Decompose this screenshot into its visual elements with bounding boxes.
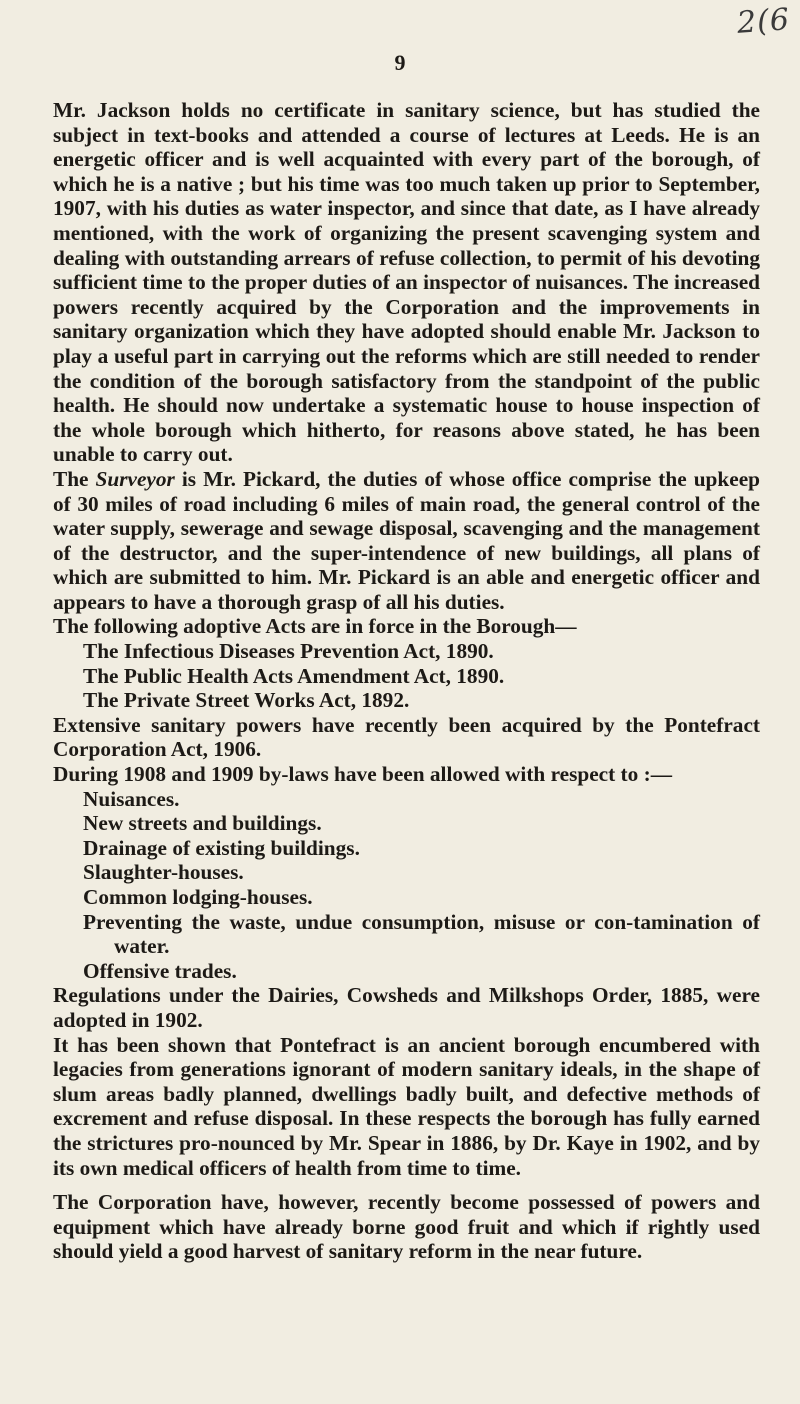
paragraph-ancient-borough: It has been shown that Pontefract is an ancient borough encumbered with legacies from generations ignorant of modern sanitary ideals, in the shape of slum areas badly planned, dwellings badly built, and defective methods of excrement and refuse disposal. In these respects the borough has fully earned the strictures pro-nounced by Mr. Spear in 1886, by Dr. Kaye in 1902, and by its own medical officers of health from time to time. [53,1032,760,1180]
list-item: The Private Street Works Act, 1892. [83,688,410,713]
list-item: Common lodging-houses. [83,885,313,909]
paragraph-corporation-act: Extensive sanitary powers have recently been acquired by the Pontefract Corporation Act, 1906. [53,712,760,762]
paragraph-surveyor-lead: The [53,466,96,491]
acts-list [53,639,760,713]
list-item: Slaughter-houses. [83,860,244,885]
body-text [53,98,760,1264]
paragraph-regulations: Regulations under the Dairies, Cowsheds and Milkshops Order, 1885, were adopted in 1902. [53,983,760,1032]
surveyor-heading: Surveyor [95,466,175,491]
list-item: New streets and buildings. [83,811,322,836]
paragraph-surveyor [53,467,760,615]
list-item: Nuisances. [83,786,180,811]
list-item: Offensive trades. [83,958,237,983]
paragraph-bylaws: During 1908 and 1909 by-laws have been allowed with respect to :— [53,762,673,787]
list-item: The Infectious Diseases Prevention Act, 1890. [83,639,494,664]
bylaws-list [53,787,760,984]
paragraph-adoptive-acts: The following adoptive Acts are in force in the Borough— [53,614,577,639]
paragraph-conclusion: The Corporation have, however, recently become possessed of powers and equipment which have already borne good fruit and which if rightly used should yield a good harvest of sanitary reform in the near future. [53,1190,760,1264]
handwritten-note: 2(6 [735,2,792,41]
list-item: The Public Health Acts Amendment Act, 1890. [83,663,505,688]
list-item: Drainage of existing buildings. [83,835,360,860]
paragraph-surveyor-text: is Mr. Pickard, the duties of whose office comprise the upkeep of 30 miles of road including 6 miles of main road, the general control of the water supply, sewerage and sewage disposal, scavenging and the management of the destructor, and the super-intendence of new buildings, all plans of which are submitted to him. Mr. Pickard is an able and energetic officer and appears to have a thorough grasp of all his duties. [53,466,760,614]
page-number: 9 [394,50,406,75]
list-item: Preventing the waste, undue consumption, misuse or con-tamination of water. [83,909,760,959]
paragraph-inspector: Mr. Jackson holds no certificate in sanitary science, but has studied the subject in text-books and attended a course of lectures at Leeds. He is an energetic officer and is well acquainted with every part of the borough, of which he is a native ; but his time was too much taken up prior to September, 1907, with his duties as water inspector, and since that date, as I have already mentioned, with the work of organizing the present scavenging system and dealing with outstanding arrears of refuse collection, to permit of his devoting sufficient time to the proper duties of an inspector of nuisances. The increased powers recently acquired by the Corporation and the improvements in sanitary organization which they have adopted should enable Mr. Jackson to play a useful part in carrying out the reforms which are still needed to render the condition of the borough satisfactory from the standpoint of the public health. He should now undertake a systematic house to house inspection of the whole borough which hitherto, for reasons above stated, he has been unable to carry out. [53,98,760,467]
